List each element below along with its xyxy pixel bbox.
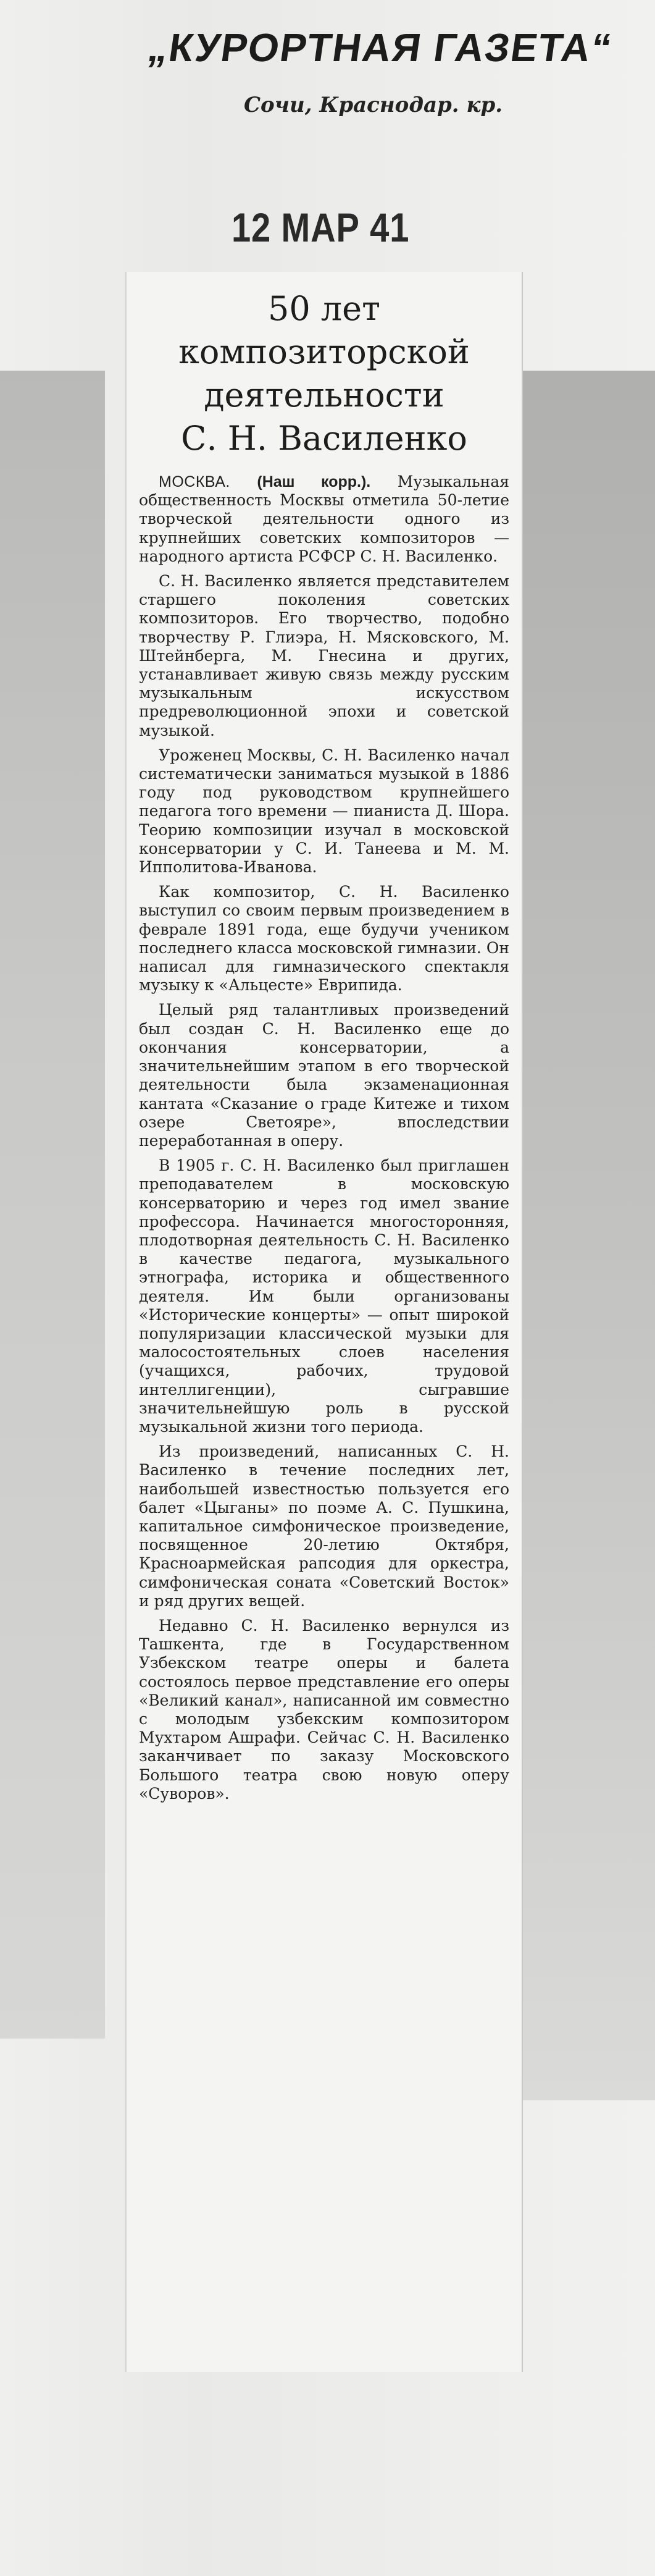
article-dateline: МОСКВА. bbox=[159, 473, 230, 490]
scan-margin-right bbox=[520, 371, 655, 2100]
article-paragraph: Недавно С. Н. Василенко вернулся из Ташкента, где в Государственном Узбекском театре оперы и балета состоялось первое представление его оперы «Великий канал», написанной им совместно с молодым узбекским композитором Мухтаром Ашрафи. Сейчас С. Н. Василенко заканчивает по заказу Московского Большого театра свою новую оперу «Суворов». bbox=[139, 1616, 509, 1803]
article-body bbox=[139, 473, 509, 1809]
newspaper-stamp-title: „КУРОРТНАЯ ГАЗЕТА“ bbox=[144, 25, 615, 70]
article-paragraph: С. Н. Василенко является представителем старшего поколения советских композиторов. Его творчество, подобно творчеству Р. Глиэра, Н. Мясковского, М. Штейнберга, М. Гнесина и других, устанавливает живую связь между русским музыкальным искусством предреволюционной эпохи и советской музыкой. bbox=[139, 572, 509, 739]
scan-margin-left bbox=[0, 371, 105, 2039]
article-paragraph: Из произведений, написанных С. Н. Василенко в течение последних лет, наибольшей известностью пользуется его балет «Цыганы» по поэме А. С. Пушкина, капитальное симфоническое произведение, посвященное 20-летию Октября, Красноармейская рапсодия для оркестра, симфоническая соната «Советский Восток» и ряд других вещей. bbox=[139, 1442, 509, 1610]
headline-line: С. Н. Василенко bbox=[181, 419, 467, 458]
newspaper-clipping bbox=[127, 272, 522, 2372]
article-paragraph: В 1905 г. С. Н. Василенко был приглашен преподавателем в московскую консерваторию и через год имел звание профессора. Начинается многосторонняя, плодотворная деятельность С. Н. Василенко в качестве педагога, музыкального этнографа, историка и общественного деятеля. Им были организованы «Исторические концерты» — опыт широкой популяризации классической музыки для малосостоятельных слоев населения (учащихся, рабочих, трудовой интеллигенции), сыгравшие значительнейшую роль в русской музыкальной жизни того периода. bbox=[139, 1156, 509, 1436]
article-byline: (Наш корр.). bbox=[257, 473, 371, 490]
article-paragraph: Как композитор, С. Н. Василенко выступил со своим первым произведением в феврале 1891 года, еще будучи учеником последнего класса московской гимназии. Он написал для гимназического спектакля музыку к «Альцесте» Еврипида. bbox=[139, 883, 509, 995]
headline-line: 50 лет bbox=[267, 289, 380, 328]
headline-line: деятельности bbox=[204, 376, 444, 415]
article-paragraph: Целый ряд талантливых произведений был создан С. Н. Василенко еще до окончания консерватории, а значительнейшим этапом в его творческой деятельности была экзаменационная кантата «Сказание о граде Китеже и тихом озере Светояре», впоследствии переработанная в оперу. bbox=[139, 1001, 509, 1150]
headline-line: композиторской bbox=[178, 332, 470, 371]
article-lead-text: Музыкальная общественность Москвы отметила 50-летие творческой деятельности одного из крупнейших советских композиторов — народного артиста РСФСР С. Н. Василенко. bbox=[139, 473, 509, 565]
newspaper-stamp-location: Сочи, Краснодар. кр. bbox=[244, 93, 503, 117]
newspaper-stamp-date: 12 МАР 41 bbox=[232, 204, 410, 250]
article-headline bbox=[127, 287, 522, 460]
article-paragraph: Уроженец Москвы, С. Н. Василенко начал систематически заниматься музыкой в 1886 году под руководством крупнейшего педагога того времени — пианиста Д. Шора. Теорию композиции изучал в московской консерватории у С. И. Танеева и М. М. Ипполитова-Иванова. bbox=[139, 746, 509, 877]
article-lead-paragraph bbox=[139, 473, 509, 566]
